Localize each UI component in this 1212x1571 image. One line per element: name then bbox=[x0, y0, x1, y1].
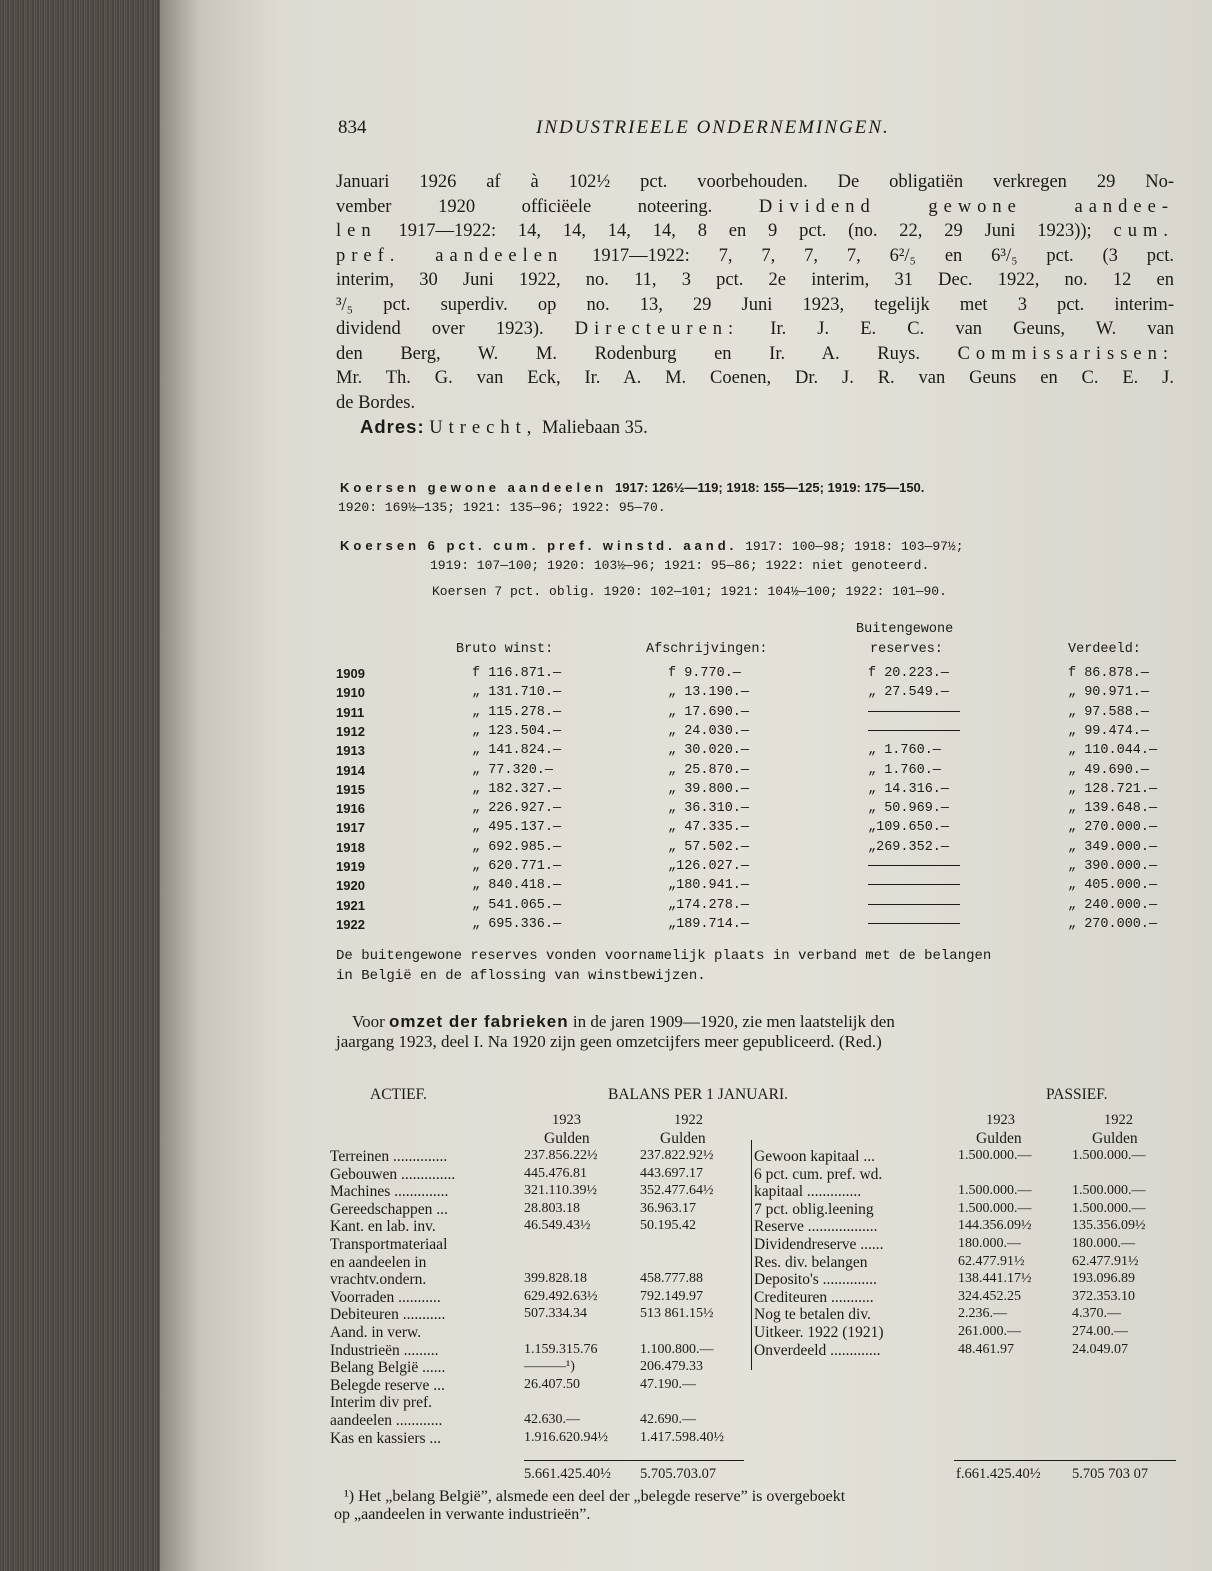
balans-value: 1.500.000.— bbox=[1072, 1200, 1146, 1216]
table-cell-afs: „ 13.190.— bbox=[668, 685, 750, 701]
koersen-pref-2: 1919: 107—100; 1920: 103½—96; 1921: 95—86; 1922: niet genoteerd. bbox=[430, 558, 930, 573]
col-verdeeld: Verdeeld: bbox=[1068, 642, 1141, 657]
table-row bbox=[336, 743, 1176, 763]
intro-line: dividend over 1923). Directeuren: Ir. J. E. C. van Geuns, W. van bbox=[336, 319, 1175, 339]
table-cell-buit bbox=[868, 705, 960, 720]
balans-title: BALANS PER 1 JANUARI. bbox=[608, 1086, 788, 1103]
balans-value: 47.190.— bbox=[640, 1376, 696, 1392]
table-cell-verd: „ 49.690.— bbox=[1068, 762, 1150, 778]
table-cell-afs: „ 47.335.— bbox=[668, 820, 750, 836]
table-row bbox=[336, 917, 1176, 937]
table-row bbox=[336, 782, 1176, 802]
balans-value: 443.697.17 bbox=[640, 1165, 703, 1181]
table-cell-afs: „126.027.— bbox=[668, 859, 750, 874]
passief-label: PASSIEF. bbox=[1046, 1086, 1108, 1103]
balans-label: 6 pct. cum. pref. wd. bbox=[754, 1165, 883, 1183]
balans-value: 206.479.33 bbox=[640, 1359, 703, 1375]
table-cell-bruto: „ 495.137.— bbox=[472, 820, 562, 836]
table-row bbox=[336, 898, 1176, 918]
table-row bbox=[336, 724, 1176, 744]
intro-paragraph bbox=[336, 170, 1174, 441]
directeuren-label: Directeuren: bbox=[574, 319, 740, 339]
balans-value: 144.356.09½ bbox=[958, 1218, 1032, 1234]
table-cell-year: 1920 bbox=[336, 878, 365, 894]
balans-value: 180.000.— bbox=[958, 1236, 1021, 1251]
balans-value: 42.630.— bbox=[524, 1412, 580, 1427]
empty-dash bbox=[868, 884, 960, 885]
balans-label: Crediteuren ........... bbox=[754, 1288, 874, 1306]
intro-line: de Bordes. bbox=[336, 392, 416, 413]
total-actief-1922: 5.705.703.07 bbox=[640, 1466, 717, 1482]
table-cell-afs: „189.714.— bbox=[668, 916, 750, 932]
table-cell-year: 1922 bbox=[336, 916, 365, 932]
table-cell-bruto: „ 226.927.— bbox=[472, 801, 562, 817]
balans-label: Aand. in verw. bbox=[330, 1324, 422, 1341]
balans-label: Voorraden ........... bbox=[330, 1288, 441, 1306]
balans-value: ———¹) bbox=[524, 1359, 575, 1375]
table-cell-bruto: „ 123.504.— bbox=[472, 723, 562, 739]
intro-line: interim, 30 Juni 1922, no. 11, 3 pct. 2e interim, 31 Dec. 1922, no. 12 en bbox=[336, 270, 1174, 290]
balans-value: 324.452.25 bbox=[958, 1288, 1021, 1304]
balans-label: Debiteuren ........... bbox=[330, 1306, 446, 1324]
balans-value: 1.500.000.— bbox=[1072, 1183, 1146, 1199]
balans-value: 62.477.91½ bbox=[1072, 1253, 1139, 1269]
intro-line: ³/₅ pct. superdiv. op no. 13, 29 Juni 1923, tegelijk met 3 pct. interim- bbox=[336, 294, 1174, 315]
table-cell-year: 1919 bbox=[336, 859, 365, 874]
table-cell-buit bbox=[868, 878, 960, 893]
table-cell-buit bbox=[868, 898, 960, 913]
balans-value: 180.000.— bbox=[1072, 1236, 1135, 1251]
omzet-note: Voor omzet der fabrieken in de jaren 1909—1920, zie men laatstelijk den jaargang 1923, deel I. Na 1920 zijn geen omzetcijfers meer gepubliceerd. (Red.) bbox=[336, 1012, 895, 1051]
balans-value: 46.549.43½ bbox=[524, 1218, 591, 1234]
table-cell-verd: „ 99.474.— bbox=[1068, 723, 1150, 739]
table-cell-afs: f 9.770.— bbox=[668, 666, 741, 681]
col-bruto: Bruto winst: bbox=[456, 642, 554, 657]
balans-value: 458.777.88 bbox=[640, 1271, 703, 1287]
balans-divider bbox=[751, 1140, 752, 1370]
table-cell-bruto: „ 620.771.— bbox=[472, 859, 562, 874]
balans-label: 7 pct. oblig.leening bbox=[754, 1200, 874, 1218]
table-cell-afs: „ 25.870.— bbox=[668, 762, 750, 778]
table-cell-buit: „109.650.— bbox=[868, 820, 950, 836]
balans-value: 1.417.598.40½ bbox=[640, 1429, 724, 1445]
table-row bbox=[336, 820, 1176, 840]
balans-label: Belegde reserve ... bbox=[330, 1376, 445, 1394]
total-rule bbox=[524, 1460, 744, 1461]
table-row bbox=[336, 801, 1176, 821]
address-line: Adres: Utrecht, Maliebaan 35. bbox=[360, 416, 648, 438]
footnote: ¹) Het „belang België”, alsmede een deel der „belegde reserve” is overgeboekt op „aandeelen in verwante industrieën”. bbox=[334, 1488, 846, 1523]
balans-label: kapitaal .............. bbox=[754, 1183, 862, 1201]
koersen-gewone-2: 1920: 169½—135; 1921: 135—96; 1922: 95—70. bbox=[338, 500, 666, 515]
balans-label: aandeelen ............ bbox=[330, 1412, 443, 1429]
table-cell-bruto: „ 692.985.— bbox=[472, 839, 562, 855]
balans-value: 274.00.— bbox=[1072, 1324, 1128, 1339]
table-cell-year: 1917 bbox=[336, 820, 365, 836]
table-cell-afs: „180.941.— bbox=[668, 878, 750, 894]
table-row bbox=[336, 685, 1176, 705]
balans-value: 2.236.— bbox=[958, 1306, 1007, 1322]
dividend-label: Dividend gewone aandee- bbox=[758, 196, 1175, 217]
balans-value: 193.096.89 bbox=[1072, 1271, 1135, 1287]
table-cell-bruto: „ 182.327.— bbox=[472, 781, 562, 797]
balans-label: Reserve .................. bbox=[754, 1218, 878, 1236]
table-cell-buit bbox=[868, 724, 960, 739]
table-cell-afs: „ 17.690.— bbox=[668, 704, 750, 720]
table-cell-afs: „ 39.800.— bbox=[668, 781, 750, 797]
balans-value: 1.500.000.— bbox=[958, 1183, 1032, 1199]
balans-value: 26.407.50 bbox=[524, 1376, 580, 1392]
table-row bbox=[336, 705, 1176, 725]
intro-line: pref. aandeelen 1917—1922: 7, 7, 7, 7, 6²/₅ en 6³/₅ pct. (3 pct. bbox=[336, 245, 1175, 266]
table-cell-verd: „ 139.648.— bbox=[1068, 801, 1158, 817]
balans-value: 372.353.10 bbox=[1072, 1288, 1135, 1304]
table-cell-buit: „ 1.760.— bbox=[868, 743, 941, 759]
intro-line: Mr. Th. G. van Eck, Ir. A. M. Coenen, Dr. J. R. van Geuns en C. E. J. bbox=[336, 368, 1174, 388]
balans-label: Machines .............. bbox=[330, 1183, 449, 1201]
table-cell-bruto: „ 131.710.— bbox=[472, 685, 562, 701]
balans-label: Dividendreserve ...... bbox=[754, 1236, 884, 1253]
table-cell-verd: „ 349.000.— bbox=[1068, 839, 1158, 855]
table-cell-buit: „ 50.969.— bbox=[868, 801, 950, 817]
table-cell-year: 1915 bbox=[336, 781, 365, 797]
table-cell-afs: „ 57.502.— bbox=[668, 839, 750, 855]
intro-line: vember 1920 officiëele noteering. Dividend gewone aandee- bbox=[336, 196, 1175, 217]
balans-label: Gereedschappen ... bbox=[330, 1200, 448, 1218]
balans-label: Res. div. belangen bbox=[754, 1253, 868, 1271]
empty-dash bbox=[868, 865, 960, 866]
balans-value: 1.500.000.— bbox=[958, 1200, 1032, 1216]
reserves-note: De buitengewone reserves vonden voornamelijk plaats in verband met de belangen in België en de aflossing van winstbewijzen. bbox=[336, 948, 992, 984]
balans-value: 513 861.15½ bbox=[640, 1306, 714, 1322]
balans-value: 138.441.17½ bbox=[958, 1271, 1032, 1287]
balans-value: 24.049.07 bbox=[1072, 1341, 1128, 1357]
balans-value: 4.370.— bbox=[1072, 1306, 1121, 1322]
balans-value: 399.828.18 bbox=[524, 1271, 587, 1287]
table-cell-afs: „174.278.— bbox=[668, 897, 750, 913]
empty-dash bbox=[868, 904, 960, 905]
balans-value: 28.803.18 bbox=[524, 1200, 580, 1216]
table-cell-buit: „ 14.316.— bbox=[868, 781, 950, 797]
table-cell-verd: „ 240.000.— bbox=[1068, 897, 1158, 913]
balans-value: 135.356.09½ bbox=[1072, 1218, 1146, 1234]
table-cell-bruto: „ 115.278.— bbox=[472, 704, 562, 720]
balans-value: 1.500.000.— bbox=[958, 1148, 1032, 1163]
balans-value: 237.822.92½ bbox=[640, 1148, 714, 1163]
table-cell-year: 1916 bbox=[336, 801, 365, 817]
col-afschrijvingen: Afschrijvingen: bbox=[646, 642, 768, 657]
balans-label: Kas en kassiers ... bbox=[330, 1429, 442, 1447]
balans-label: Onverdeeld ............. bbox=[754, 1341, 881, 1359]
table-cell-year: 1911 bbox=[336, 704, 365, 720]
table-cell-year: 1910 bbox=[336, 685, 365, 701]
table-cell-buit bbox=[868, 917, 960, 932]
actief-label: ACTIEF. bbox=[370, 1086, 427, 1103]
table-cell-bruto: „ 695.336.— bbox=[472, 916, 562, 932]
balans-label: Transportmateriaal bbox=[330, 1236, 448, 1253]
total-rule bbox=[954, 1460, 1176, 1461]
balans-label: Interim div pref. bbox=[330, 1394, 433, 1412]
table-cell-year: 1914 bbox=[336, 762, 365, 778]
intro-line: Januari 1926 af à 102½ pct. voorbehouden. De obligatiën verkregen 29 No- bbox=[336, 172, 1174, 192]
balans-label: Uitkeer. 1922 (1921) bbox=[754, 1324, 884, 1341]
balans-label: Gebouwen .............. bbox=[330, 1165, 456, 1183]
col-reserves: reserves: bbox=[870, 642, 943, 657]
balans-label: Gewoon kapitaal ... bbox=[754, 1148, 875, 1165]
table-cell-verd: „ 270.000.— bbox=[1068, 820, 1158, 836]
balans-value: 42.690.— bbox=[640, 1412, 696, 1427]
address-label: Adres: bbox=[360, 416, 425, 437]
total-actief-1923: 5.661.425.40½ bbox=[524, 1466, 611, 1482]
table-cell-verd: „ 405.000.— bbox=[1068, 878, 1158, 894]
balans-label: Deposito's .............. bbox=[754, 1271, 877, 1289]
balans-value: 1.159.315.76 bbox=[524, 1341, 598, 1357]
balans-value: 62.477.91½ bbox=[958, 1253, 1025, 1269]
balans-label: Belang België ...... bbox=[330, 1359, 446, 1377]
table-cell-year: 1913 bbox=[336, 743, 365, 759]
table-cell-verd: „ 110.044.— bbox=[1068, 743, 1158, 759]
balans-value: 445.476.81 bbox=[524, 1165, 587, 1181]
total-passief-1922: 5.705 703 07 bbox=[1072, 1466, 1149, 1482]
table-cell-year: 1912 bbox=[336, 723, 365, 739]
col-buitengewone: Buitengewone bbox=[856, 622, 954, 637]
balans-value: 1.500.000.— bbox=[1072, 1148, 1146, 1163]
table-cell-bruto: „ 541.065.— bbox=[472, 897, 562, 913]
balans-value: 36.963.17 bbox=[640, 1200, 696, 1216]
table-row bbox=[336, 859, 1176, 879]
table-cell-afs: „ 36.310.— bbox=[668, 801, 750, 817]
balans-label: Kant. en lab. inv. bbox=[330, 1218, 436, 1236]
balans-value: 48.461.97 bbox=[958, 1341, 1014, 1357]
table-cell-year: 1921 bbox=[336, 897, 365, 913]
balans-value: 629.492.63½ bbox=[524, 1288, 598, 1304]
table-cell-bruto: f 116.871.— bbox=[472, 666, 562, 681]
koersen-gewone: Koersen gewone aandeelen 1917: 126½—119; 1918: 155—125; 1919: 175—150. bbox=[340, 480, 925, 495]
commissarissen-label: Commissarissen: bbox=[957, 343, 1175, 364]
table-cell-buit: „ 1.760.— bbox=[868, 762, 941, 778]
table-row bbox=[336, 840, 1176, 860]
page-number: 834 bbox=[338, 117, 367, 138]
table-cell-buit: „ 27.549.— bbox=[868, 685, 950, 701]
balans-value: 507.334.34 bbox=[524, 1306, 587, 1322]
koersen-oblig: Koersen 7 pct. oblig. 1920: 102—101; 1921: 104½—100; 1922: 101—90. bbox=[432, 584, 947, 599]
intro-line: len 1917—1922: 14, 14, 14, 14, 8 en 9 pct. (no. 22, 29 Juni 1923)); cum. bbox=[336, 221, 1174, 241]
balans-label: vrachtv.ondern. bbox=[330, 1271, 427, 1289]
table-cell-bruto: „ 141.824.— bbox=[472, 743, 562, 759]
table-row bbox=[336, 763, 1176, 783]
balans-label: en aandeelen in bbox=[330, 1253, 427, 1271]
balans-label: Nog te betalen div. bbox=[754, 1306, 871, 1324]
intro-line: den Berg, W. M. Rodenburg en Ir. A. Ruys. Commissarissen: bbox=[336, 343, 1175, 364]
balans-value: 261.000.— bbox=[958, 1324, 1021, 1339]
balans-value: 237.856.22½ bbox=[524, 1148, 598, 1163]
koersen-pref: Koersen 6 pct. cum. pref. winstd. aand. 1917: 100—98; 1918: 103—97½; bbox=[340, 538, 964, 554]
balans-value: 1.100.800.— bbox=[640, 1341, 714, 1357]
empty-dash bbox=[868, 711, 960, 712]
table-cell-year: 1918 bbox=[336, 839, 365, 855]
balans-value: 321.110.39½ bbox=[524, 1183, 597, 1199]
table-cell-year: 1909 bbox=[336, 666, 365, 681]
table-cell-buit: „269.352.— bbox=[868, 839, 950, 855]
balans-value: 1.916.620.94½ bbox=[524, 1429, 608, 1445]
table-cell-verd: „ 97.588.— bbox=[1068, 704, 1150, 720]
table-cell-bruto: „ 840.418.— bbox=[472, 878, 562, 894]
empty-dash bbox=[868, 730, 960, 731]
table-cell-buit: f 20.223.— bbox=[868, 666, 950, 681]
balans-label: Industrieën ......... bbox=[330, 1341, 439, 1359]
table-cell-afs: „ 24.030.— bbox=[668, 723, 750, 739]
table-cell-bruto: „ 77.320.— bbox=[472, 762, 554, 778]
balans-value: 50.195.42 bbox=[640, 1218, 696, 1234]
table-cell-verd: „ 390.000.— bbox=[1068, 859, 1158, 874]
table-cell-afs: „ 30.020.— bbox=[668, 743, 750, 759]
table-row bbox=[336, 666, 1176, 686]
table-cell-verd: „ 270.000.— bbox=[1068, 916, 1158, 932]
balans-value: 352.477.64½ bbox=[640, 1183, 714, 1199]
table-cell-buit bbox=[868, 859, 960, 874]
table-row bbox=[336, 878, 1176, 898]
empty-dash bbox=[868, 923, 960, 924]
running-title: INDUSTRIEELE ONDERNEMINGEN. bbox=[536, 117, 890, 138]
balans-value: 792.149.97 bbox=[640, 1288, 703, 1304]
table-cell-verd: „ 128.721.— bbox=[1068, 781, 1158, 797]
total-passief-1923: f.661.425.40½ bbox=[956, 1466, 1041, 1482]
table-cell-verd: „ 90.971.— bbox=[1068, 685, 1150, 701]
balans-label: Terreinen .............. bbox=[330, 1148, 448, 1165]
table-cell-verd: f 86.878.— bbox=[1068, 666, 1150, 681]
